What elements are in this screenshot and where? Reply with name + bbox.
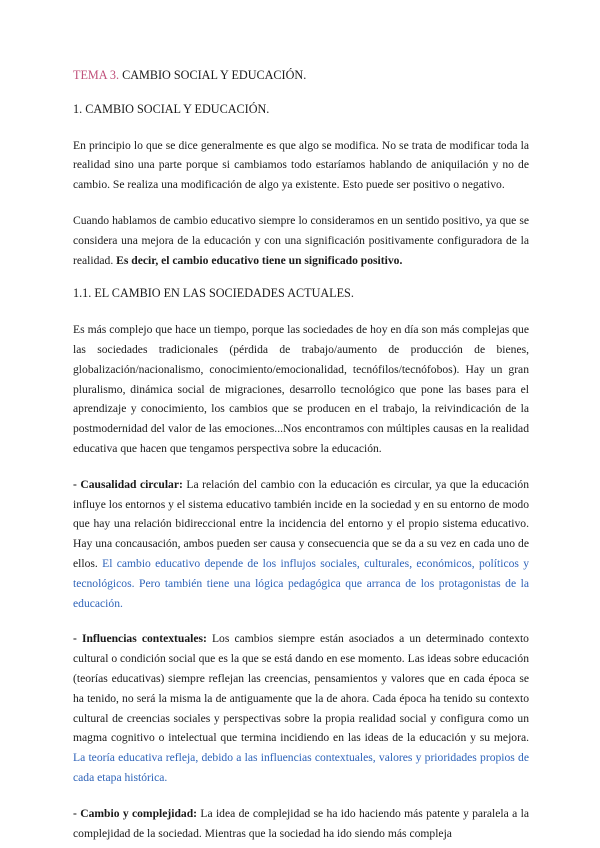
section-heading-1-1: 1.1. EL CAMBIO EN LAS SOCIEDADES ACTUALES. [73, 286, 354, 301]
influencias-term: - Influencias contextuales: [73, 632, 207, 646]
causalidad-circular-paragraph [73, 475, 529, 614]
influencias-text: Los cambios siempre están asociados a un determinado contexto cultural o condición social que es la que se está dando en ese momento. Las ideas sobre educación (teorías educativas) siempre reflejan las creencias, pensamientos y valores que en cada época se ha tenido, no será la misma la de antiguamente que la de ahora. Cada época ha tenido su contexto cultural de creencias sociales y perspectivas sobre la propia realidad social y configura como un magma cognitivo o intelectual que termina incidiendo en las ideas de la educación y su mejora. [73, 632, 529, 745]
influencias-highlight: La teoría educativa refleja, debido a las influencias contextuales, valores y prioridades propios de cada etapa histórica. [73, 751, 529, 784]
complejidad-text: La idea de complejidad se ha ido haciendo más patente y paralela a la complejidad de la sociedad. Mientras que la sociedad ha ido siendo más compleja [73, 806, 529, 840]
tema-label: TEMA 3. [73, 68, 120, 82]
causalidad-text: La relación del cambio con la educación es circular, ya que la educación influye los entornos y el sistema educativo también incide en la sociedad y en su entorno de modo que hay una relación bidireccional entre la incidencia del entorno y el propio sistema educativo. Hay una concausación, ambos pueden ser causa y consecuencia que se da a su vez en cada uno de ellos. [73, 477, 529, 570]
influencias-contextuales-paragraph [73, 629, 529, 787]
intro-paragraph: En principio lo que se dice generalmente es que algo se modifica. No se trata de modificar toda la realidad sino una parte porque si cambiamos todo estaríamos hablando de aniquilación y no de cambio. Se realiza una modificación de algo ya existente. Esto puede ser positivo o negativo. [73, 138, 529, 192]
document-title [73, 66, 529, 86]
cambio-bold-conclusion: Es decir, el cambio educativo tiene un significado positivo. [116, 253, 403, 267]
causalidad-highlight: El cambio educativo depende de los influjos sociales, culturales, económicos, políticos y tecnológicos. Pero también tiene una lógica pedagógica que arranca de los protagonistas de la educación. [73, 556, 529, 610]
tema-title-text: CAMBIO SOCIAL Y EDUCACIÓN. [119, 68, 307, 82]
complejidad-term: - Cambio y complejidad: [73, 806, 198, 820]
document-page [73, 66, 529, 843]
causalidad-term: - Causalidad circular: [73, 477, 183, 491]
cambio-educativo-paragraph [73, 211, 529, 270]
cambio-complejidad-paragraph [73, 804, 529, 843]
cambio-text: Cuando hablamos de cambio educativo siempre lo consideramos en un sentido positivo, ya que se considera una mejora de la educación y con una significación positivamente configuradora de la realidad. [73, 213, 529, 267]
section-heading-1: 1. CAMBIO SOCIAL Y EDUCACIÓN. [73, 101, 270, 116]
sociedades-actuales-paragraph: Es más complejo que hace un tiempo, porque las sociedades de hoy en día son más complejas que las sociedades tradicionales (pérdida de trabajo/aumento de producción de bienes, globalización/nacionalismo, conocimiento/emocionalidad, tecnófilos/tecnófobos). Hay un gran pluralismo, dinámica social de migraciones, desarrollo tecnológico que pone las bases para el aprendizaje y conocimiento, los cambios que se producen en el trabajo, la reivindicación de la postmodernidad del valor de las emociones...Nos encontramos con múltiples causas en la realidad educativa que hacen que tengamos perspectiva sobre la educación. [73, 323, 529, 455]
